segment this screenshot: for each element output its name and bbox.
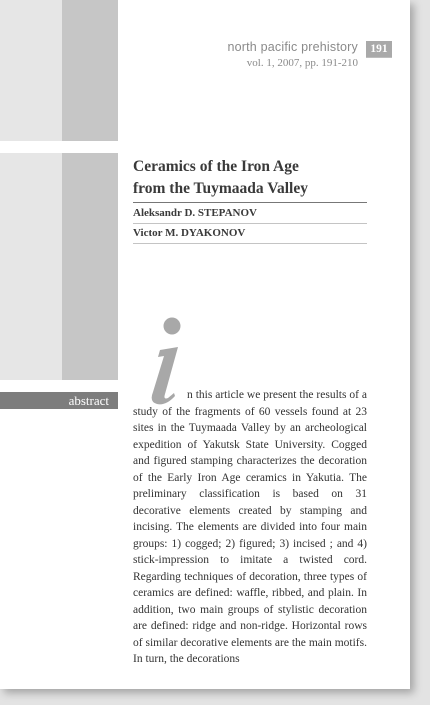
author-rule	[133, 243, 367, 244]
margin-band-gap	[0, 141, 118, 153]
article-title	[133, 156, 373, 200]
author-1: Aleksandr D. STEPANOV	[133, 207, 257, 219]
article-title-line-2: from the Tuymaada Valley	[133, 180, 308, 197]
abstract-text: n this article we present the results of a study of the fragments of 60 vessels found at 23 sites in the Tuymaada Valley by an archeological expedition of Yakutsk State University. Cogged and figured stamping characterizes the decoration of the Early Iron Age ceramics in Yakutia. The preliminary classification is based on 31 decorative elements created by stamping and incising. The elements are divided into four main groups: 1) cogged; 2) figured; 3) incised ; and 4) stick-impression to imitate a twisted cord. Regarding techniques of decoration, three types of ceramics are defined: waffle, ribbed, and plain. In addition, two main groups of stylistic decoration are defined: ridge and non-ridge. Horizontal rows of similar decorative elements are the main motifs. In turn, the decorations	[133, 389, 367, 665]
section-label-abstract: abstract	[0, 392, 118, 409]
author-rule	[133, 223, 367, 224]
page-number-rule	[366, 57, 392, 58]
title-rule	[133, 202, 367, 203]
journal-title: north pacific prehistory	[227, 40, 358, 54]
margin-band-gap	[0, 380, 118, 392]
journal-volume: vol. 1, 2007, pp. 191-210	[246, 57, 358, 69]
article-title-line-1: Ceramics of the Iron Age	[133, 158, 299, 175]
margin-band-end	[0, 409, 118, 689]
page-number: 191	[366, 41, 392, 57]
author-2: Victor M. DYAKONOV	[133, 227, 246, 239]
